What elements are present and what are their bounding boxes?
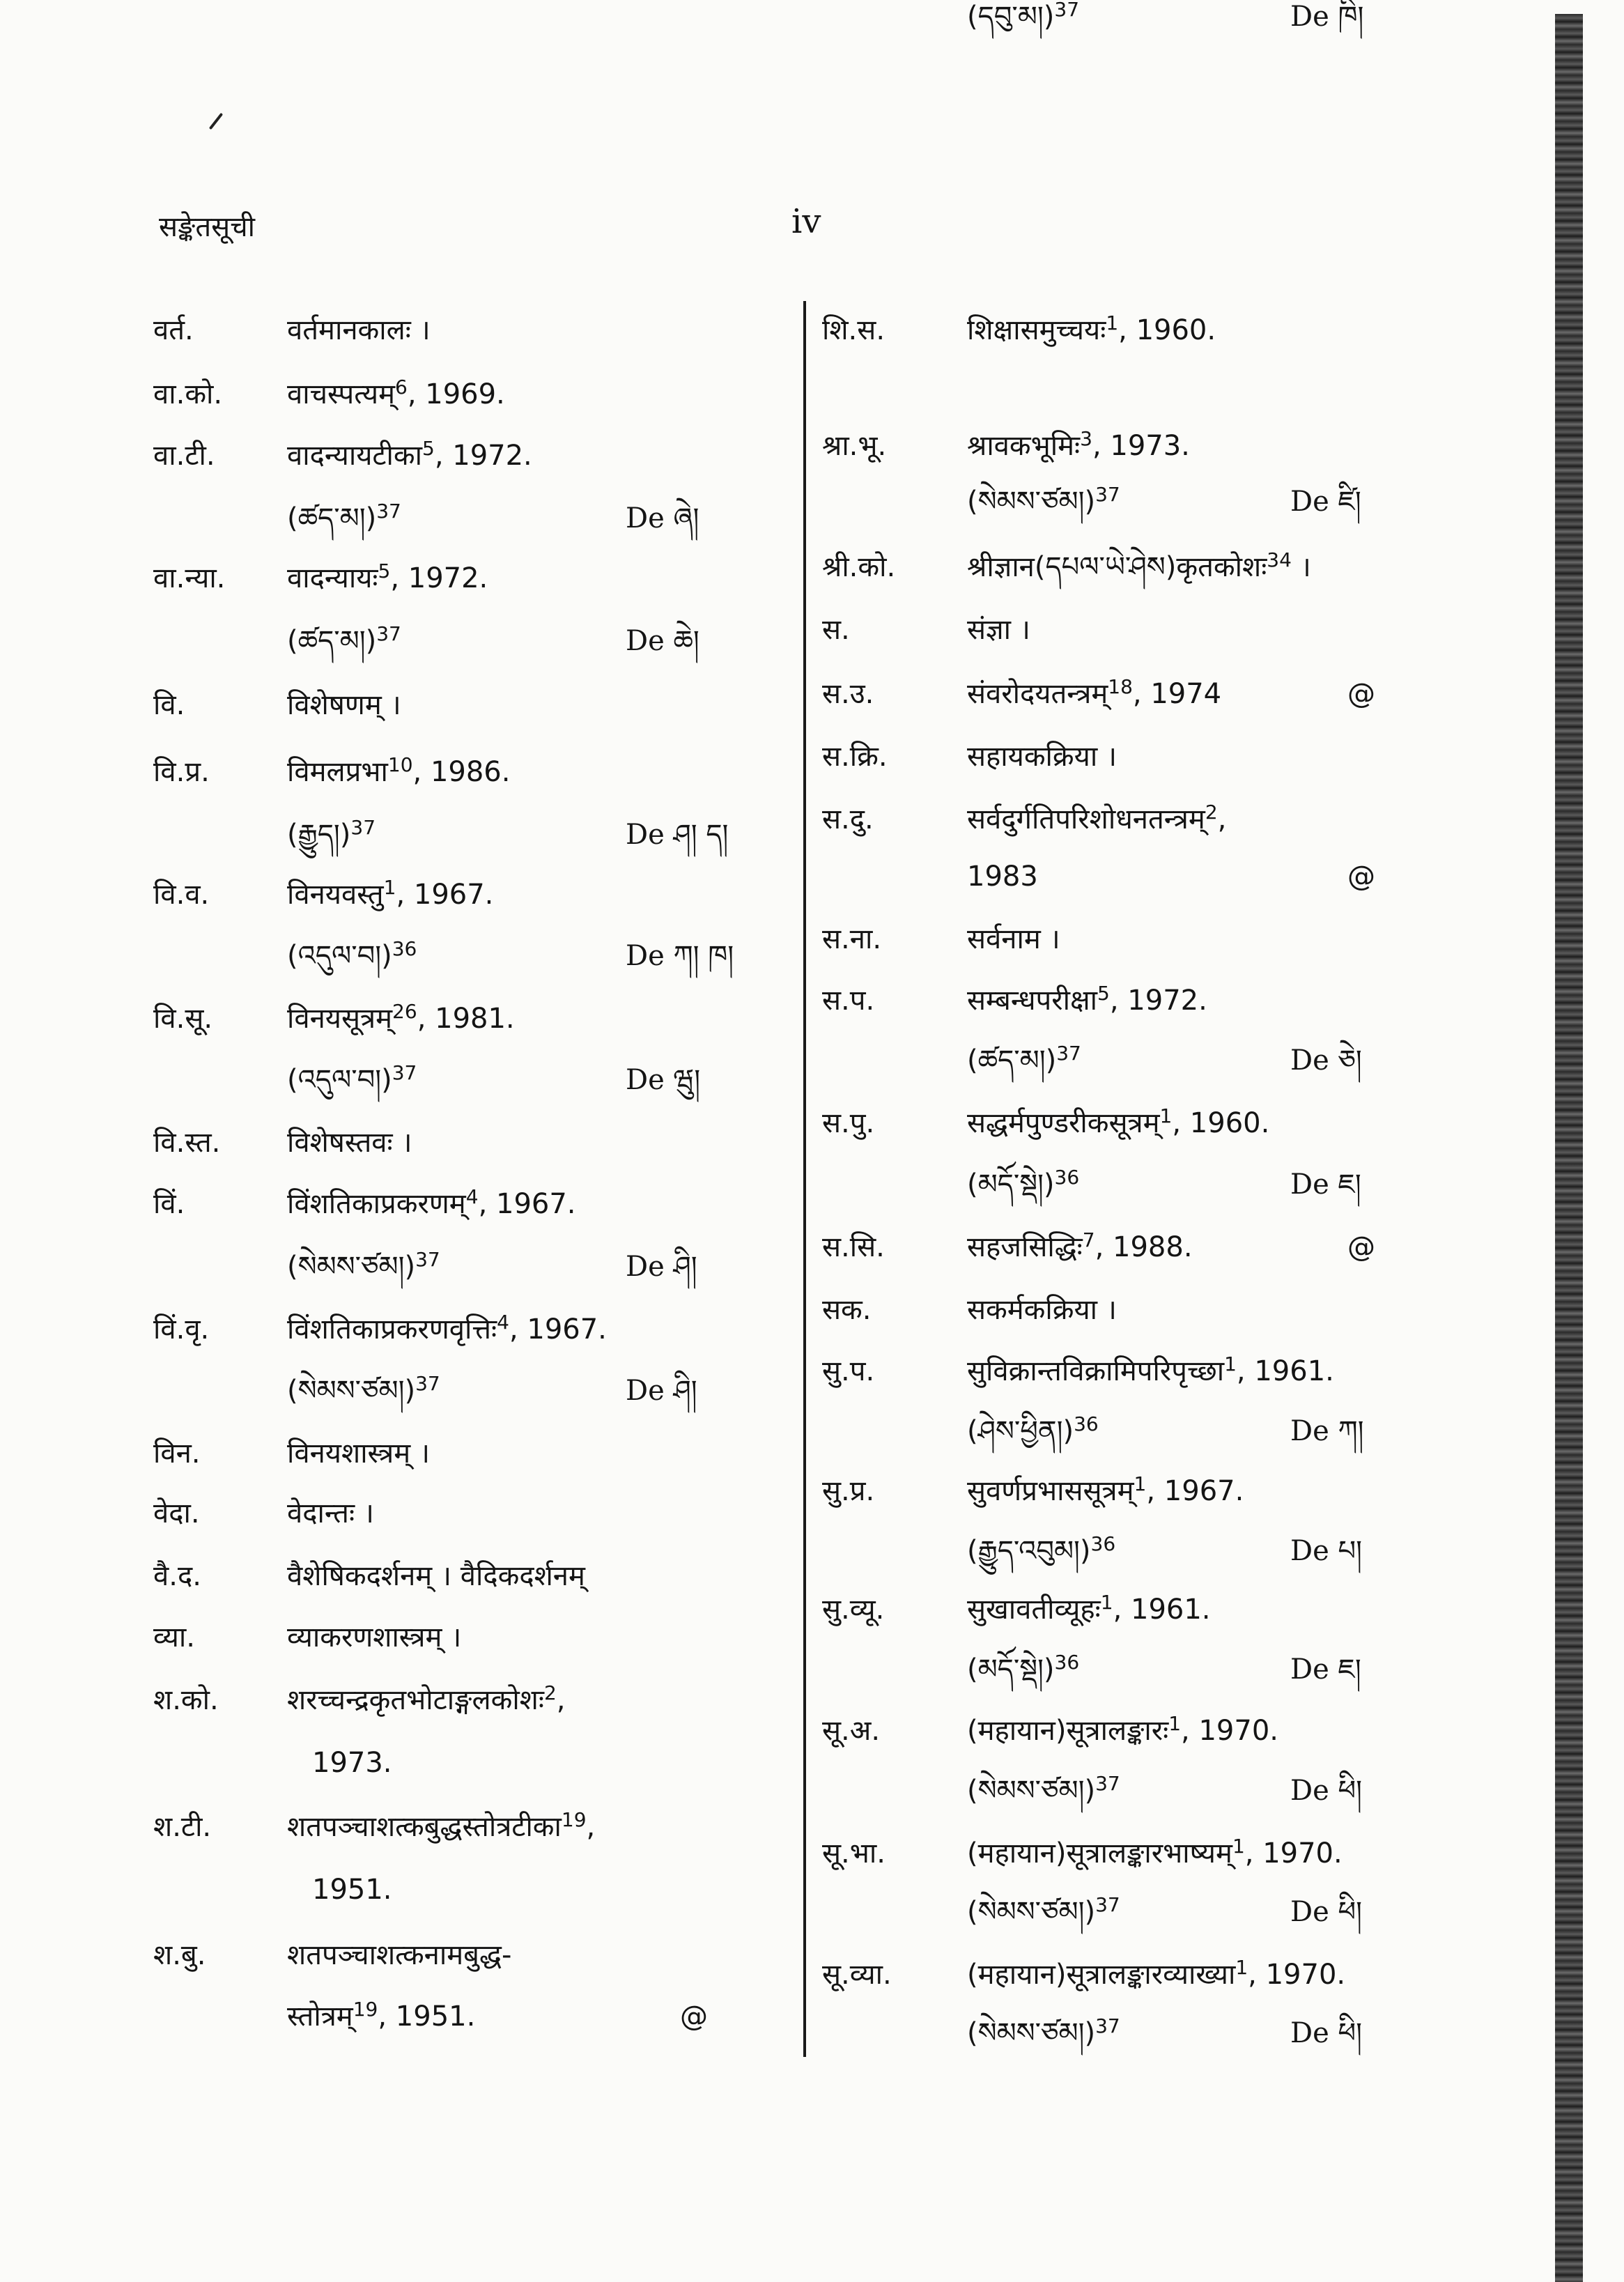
entry-abbreviation: विन.	[153, 1437, 201, 1470]
entry-title	[287, 1250, 440, 1283]
entry-title	[967, 1168, 1079, 1201]
entry-abbreviation: श.बु.	[153, 1939, 206, 1971]
derge-reference: De པ།	[1290, 1535, 1362, 1567]
entry-text: (སེམས་ཙམ།)	[287, 1375, 416, 1407]
derge-reference: De ཤི།	[626, 1375, 697, 1407]
footnote-number: 1	[1159, 1104, 1173, 1127]
footnote-number: 37	[1054, 0, 1080, 21]
derge-reference: De ཆེ།	[626, 625, 699, 657]
footnote-number: 1	[1224, 1352, 1237, 1375]
footnote-number: 2	[1205, 801, 1218, 824]
footnote-number: 19	[561, 1808, 587, 1831]
entry-year: , 1961.	[1236, 1355, 1334, 1387]
footnote-number: 37	[376, 500, 401, 523]
entry-text: (ཚད་མ།)	[287, 625, 377, 657]
entry-text: (ཚད་མ།)	[967, 1044, 1057, 1077]
entry-year: , 1961.	[1113, 1594, 1211, 1626]
entry-text: (རྒྱུད།)	[287, 819, 351, 851]
entry-text: श्रावकभूमिः	[967, 430, 1081, 462]
entry-title	[967, 740, 1117, 773]
entry-abbreviation: स.	[822, 614, 850, 646]
derge-reference: De ཅེ།	[1290, 1044, 1362, 1077]
entry-abbreviation: स.सि.	[822, 1231, 885, 1263]
entry-abbreviation: स.क्रि.	[822, 741, 888, 773]
entry-title	[287, 439, 532, 472]
entry-text: शरच्चन्द्रकृतभोटाङ्गलकोशः	[287, 1684, 544, 1716]
entry-text: विमलप्रभा	[287, 756, 388, 788]
entry-year: , 1986.	[412, 756, 511, 788]
entry-text: वादन्यायटीका	[287, 440, 422, 472]
entry-text: (དབུ་མ།)	[967, 1, 1055, 33]
entry-text: स्तोत्रम्	[287, 2000, 353, 2033]
entry-title	[287, 2000, 475, 2033]
entry-text: सुखावतीव्यूहः	[967, 1594, 1101, 1626]
footnote-number: 34	[1267, 548, 1292, 571]
footnote-number: 19	[353, 1998, 378, 2021]
entry-text: वैशेषिकदर्शनम् । वैदिकदर्शनम्	[287, 1560, 585, 1592]
entry-text: 1983	[967, 861, 1038, 893]
entry-text: सर्वदुर्गतिपरिशोधनतन्त्रम्	[967, 803, 1205, 835]
entry-title	[967, 0, 1079, 33]
footnote-number: 37	[350, 816, 376, 839]
derge-reference: De ཀ།	[1290, 1415, 1364, 1447]
entry-title	[967, 311, 1216, 347]
entry-text: विंशतिकाप्रकरणवृत्तिः	[287, 1313, 497, 1346]
footnote-number: 37	[1095, 1893, 1120, 1916]
scanned-page-edge	[1555, 14, 1583, 2282]
pen-stroke-mark	[209, 113, 223, 130]
footnote-number: 37	[1095, 483, 1120, 506]
entry-abbreviation: वर्त.	[153, 314, 194, 346]
entry-abbreviation: वै.द.	[153, 1560, 201, 1592]
derge-reference: De ཤ། ད།	[626, 819, 729, 851]
entry-abbreviation: वा.न्या.	[153, 562, 226, 594]
entry-abbreviation: श्री.को.	[822, 551, 896, 583]
entry-title	[287, 624, 401, 658]
entry-title	[287, 1063, 417, 1097]
entry-abbreviation: वि.प्र.	[153, 756, 210, 788]
entry-year: , 1967.	[396, 879, 494, 911]
page-number: iv	[791, 202, 821, 241]
entry-text: 1951.	[312, 1874, 392, 1906]
entry-title	[967, 613, 1030, 647]
entry-text: सर्वनाम ।	[967, 923, 1060, 955]
entry-year: ।	[1291, 551, 1311, 583]
entry-title	[967, 1293, 1117, 1327]
entry-year: ,	[586, 1811, 596, 1843]
footnote-number: 37	[1056, 1042, 1081, 1065]
entry-abbreviation: सु.प्र.	[822, 1475, 875, 1507]
entry-text: वाचस्पत्यम्	[287, 378, 395, 410]
entry-year: , 1970.	[1244, 1837, 1343, 1869]
entry-text: (རྒྱུད་འབུམ།)	[967, 1535, 1091, 1567]
entry-text: सहायकक्रिया ।	[967, 741, 1118, 773]
entry-year: , 1970.	[1181, 1715, 1278, 1747]
derge-reference: De ཛི།	[1290, 486, 1361, 518]
footnote-number: 36	[1054, 1166, 1080, 1189]
footnote-number: 5	[378, 560, 391, 583]
entry-text: (སེམས་ཙམ།)	[967, 1775, 1096, 1807]
entry-text: वर्तमानकालः ।	[287, 314, 431, 346]
entry-text: विशेषस्तवः ।	[287, 1127, 412, 1159]
footnote-number: 1	[1106, 311, 1119, 334]
at-mark: @	[1347, 861, 1375, 893]
entry-text: व्याकरणशास्त्रम् ।	[287, 1621, 462, 1653]
entry-year: , 1960.	[1118, 314, 1216, 346]
derge-reference: De ཝུ།	[626, 1064, 701, 1096]
entry-title	[287, 1002, 515, 1035]
entry-year: ,	[1217, 803, 1227, 835]
entry-title	[287, 1810, 595, 1844]
entry-year: , 1967.	[478, 1188, 576, 1220]
entry-abbreviation: सु.व्यू.	[822, 1594, 885, 1626]
entry-text: विनयवस्तु	[287, 879, 384, 911]
entry-title	[967, 1414, 1099, 1448]
entry-year: , 1972.	[1109, 985, 1207, 1017]
page-header-title: सङ्केतसूची	[159, 211, 255, 243]
entry-title	[287, 1437, 430, 1470]
entry-continuation	[967, 860, 1038, 893]
entry-title	[967, 1958, 1345, 1991]
at-mark: @	[1347, 678, 1375, 710]
footnote-number: 36	[1054, 1651, 1080, 1674]
entry-title	[287, 1497, 374, 1530]
entry-text: (མདོ་སྡེ།)	[967, 1653, 1055, 1686]
entry-title	[287, 1683, 566, 1717]
entry-year: , 1969.	[407, 378, 505, 410]
entry-abbreviation: सू.अ.	[822, 1715, 881, 1747]
entry-text: (महायान)सूत्रालङ्कारः	[967, 1715, 1169, 1747]
entry-text: (महायान)सूत्रालङ्कारभाष्यम्	[967, 1837, 1232, 1869]
entry-abbreviation: श.टी.	[153, 1811, 212, 1843]
footnote-number: 26	[392, 1000, 417, 1023]
entry-text: सम्बन्धपरीक्षा	[967, 985, 1098, 1017]
footnote-number: 37	[1095, 1772, 1120, 1795]
entry-text: वादन्यायः	[287, 562, 378, 594]
entry-title	[287, 688, 401, 722]
entry-title	[287, 755, 510, 789]
entry-title	[967, 803, 1226, 836]
footnote-number: 1	[1168, 1712, 1182, 1735]
entry-text: 1973.	[312, 1747, 392, 1779]
entry-text: (སེམས་ཙམ།)	[967, 1896, 1096, 1928]
entry-text: (མདོ་སྡེ།)	[967, 1169, 1055, 1201]
footnote-number: 7	[1082, 1228, 1095, 1251]
entry-title	[287, 1559, 585, 1593]
entry-title	[287, 878, 493, 911]
entry-year: , 1973.	[1092, 430, 1190, 462]
entry-title	[967, 1895, 1120, 1929]
footnote-number: 37	[415, 1248, 440, 1271]
entry-title	[287, 1374, 440, 1408]
entry-title	[967, 1044, 1081, 1077]
entry-year: , 1967.	[509, 1313, 607, 1346]
entry-text: (महायान)सूत्रालङ्कारव्याख्या	[967, 1959, 1236, 1991]
footnote-number: 37	[1095, 2014, 1120, 2037]
entry-title	[967, 1104, 1270, 1140]
entry-title	[967, 1837, 1343, 1870]
entry-text: शतपञ्चाशत्कनामबुद्ध-	[287, 1939, 512, 1971]
entry-abbreviation: विं.वृ.	[153, 1313, 210, 1346]
entry-abbreviation: वि.व.	[153, 879, 210, 911]
entry-title	[287, 1938, 511, 1972]
entry-title	[287, 378, 505, 411]
entry-text: (འདུལ་བ།)	[287, 940, 392, 972]
entry-title	[967, 1774, 1120, 1807]
entry-title	[967, 677, 1221, 711]
entry-title	[967, 1714, 1278, 1748]
footnote-number: 1	[1100, 1591, 1113, 1614]
footnote-number: 36	[392, 937, 417, 960]
entry-year: , 1988.	[1095, 1231, 1193, 1263]
entry-text: शिक्षासमुच्चयः	[967, 314, 1106, 346]
entry-year: , 1951.	[378, 2000, 476, 2033]
footnote-number: 1	[1134, 1472, 1147, 1495]
entry-text: श्रीज्ञान(དཔལ་ཡེ་ཤེས)कृतकोशः	[967, 551, 1267, 583]
entry-text: (ཤེས་ཕྱིན།)	[967, 1415, 1074, 1447]
entry-year: ,	[556, 1684, 566, 1716]
entry-abbreviation: स.प.	[822, 985, 875, 1017]
entry-abbreviation: वि.स्त.	[153, 1127, 221, 1159]
column-divider	[803, 301, 806, 2057]
entry-title	[287, 562, 488, 595]
entry-title	[967, 1352, 1334, 1388]
footnote-number: 36	[1090, 1532, 1116, 1555]
entry-abbreviation: व्या.	[153, 1621, 195, 1653]
derge-reference: De ཞེ།	[626, 502, 699, 534]
footnote-number: 4	[465, 1185, 479, 1208]
entry-text: सद्धर्मपुण्डरीकसूत्रम्	[967, 1107, 1160, 1139]
derge-reference: De ཕི།	[1290, 2017, 1362, 2049]
entry-text: (སེམས་ཙམ།)	[967, 486, 1096, 518]
entry-title	[967, 1593, 1211, 1626]
footnote-number: 5	[1097, 982, 1110, 1005]
entry-title	[967, 429, 1190, 463]
footnote-number: 37	[392, 1061, 417, 1084]
derge-reference: De ཕི།	[1290, 1775, 1362, 1807]
entry-text: विशेषणम् ।	[287, 689, 401, 721]
entry-title	[967, 1474, 1244, 1508]
entry-text: विनयशास्त्रम् ।	[287, 1437, 430, 1470]
entry-year: , 1972.	[434, 440, 532, 472]
entry-title	[967, 984, 1207, 1017]
entry-abbreviation: स.पु.	[822, 1107, 875, 1139]
entry-abbreviation: स.उ.	[822, 678, 874, 710]
derge-reference: De ཕི།	[1290, 1896, 1362, 1928]
footnote-number: 37	[415, 1372, 440, 1395]
entry-year: , 1970.	[1248, 1959, 1346, 1991]
footnote-number: 37	[376, 622, 401, 645]
entry-year: , 1960.	[1172, 1107, 1270, 1139]
entry-abbreviation: स.दु.	[822, 803, 874, 835]
derge-reference: De ཤི།	[626, 1251, 697, 1283]
derge-reference: De ཁི།	[1290, 1, 1364, 33]
at-mark: @	[680, 2000, 708, 2033]
footnote-number: 4	[497, 1311, 509, 1334]
entry-year: , 1974	[1132, 678, 1222, 710]
footnote-number: 10	[387, 753, 413, 776]
entry-text: वेदान्तः ।	[287, 1497, 374, 1529]
footnote-number: 6	[395, 376, 408, 399]
entry-title	[967, 2014, 1120, 2050]
entry-title	[287, 939, 417, 973]
entry-abbreviation: सू.भा.	[822, 1837, 886, 1869]
entry-abbreviation: वा.टी.	[153, 440, 215, 472]
entry-title	[287, 1126, 412, 1159]
entry-text: सुविक्रान्तविक्रामिपरिपृच्छा	[967, 1355, 1225, 1387]
derge-reference: De ཀ། ཁ།	[626, 940, 734, 972]
entry-text: (ཚད་མ།)	[287, 502, 377, 534]
entry-title	[967, 1228, 1193, 1264]
entry-title	[967, 550, 1311, 584]
at-mark: @	[1347, 1231, 1375, 1263]
entry-title	[287, 502, 401, 535]
entry-title	[967, 923, 1060, 956]
entry-title	[967, 485, 1120, 518]
entry-continuation	[312, 1746, 392, 1780]
entry-abbreviation: विं.	[153, 1188, 185, 1220]
entry-abbreviation: सू.व्या.	[822, 1959, 892, 1991]
entry-text: संज्ञा ।	[967, 614, 1030, 646]
entry-title	[287, 1313, 607, 1346]
entry-text: शतपञ्चाशत्कबुद्धस्तोत्रटीका	[287, 1811, 562, 1843]
entry-abbreviation: वि.सू.	[153, 1003, 213, 1035]
footnote-number: 1	[1235, 1956, 1248, 1979]
entry-abbreviation: सक.	[822, 1294, 872, 1326]
footnote-number: 1	[383, 876, 396, 899]
entry-year: , 1967.	[1146, 1475, 1244, 1507]
derge-reference: De ཇ།	[1290, 1169, 1361, 1201]
entry-text: विंशतिकाप्रकरणम्	[287, 1188, 466, 1220]
entry-text: विनयसूत्रम्	[287, 1003, 393, 1035]
entry-title	[287, 1187, 576, 1221]
entry-abbreviation: श.को.	[153, 1684, 219, 1716]
entry-text: सुवर्णप्रभाससूत्रम्	[967, 1475, 1134, 1507]
entry-abbreviation: वा.को.	[153, 378, 223, 410]
entry-abbreviation: स.ना.	[822, 923, 882, 955]
entry-year: , 1972.	[390, 562, 488, 594]
entry-text: संवरोदयतन्त्रम्	[967, 678, 1108, 710]
footnote-number: 5	[422, 437, 435, 460]
entry-abbreviation: सु.प.	[822, 1355, 875, 1387]
entry-abbreviation: शि.स.	[822, 314, 886, 346]
footnote-number: 3	[1080, 427, 1092, 450]
entry-abbreviation: श्रा.भू.	[822, 430, 887, 462]
footnote-number: 18	[1108, 675, 1133, 698]
footnote-number: 2	[543, 1681, 557, 1704]
entry-text: (སེམས་ཙམ།)	[287, 1251, 416, 1283]
entry-title	[967, 1653, 1079, 1686]
entry-abbreviation: वेदा.	[153, 1497, 200, 1529]
derge-reference: De ཇ།	[1290, 1653, 1361, 1686]
entry-title	[967, 1534, 1115, 1568]
entry-text: सकर्मकक्रिया ।	[967, 1294, 1117, 1326]
entry-continuation	[312, 1873, 392, 1906]
entry-abbreviation: वि.	[153, 689, 185, 721]
footnote-number: 1	[1232, 1835, 1245, 1858]
footnote-number: 36	[1074, 1412, 1099, 1435]
entry-text: (སེམས་ཙམ།)	[967, 2017, 1096, 2049]
entry-text: सहजसिद्धिः	[967, 1231, 1083, 1263]
entry-title	[287, 314, 431, 347]
entry-text: (འདུལ་བ།)	[287, 1064, 392, 1096]
entry-year: , 1981.	[417, 1003, 515, 1035]
entry-title	[287, 818, 376, 851]
entry-title	[287, 1621, 461, 1654]
